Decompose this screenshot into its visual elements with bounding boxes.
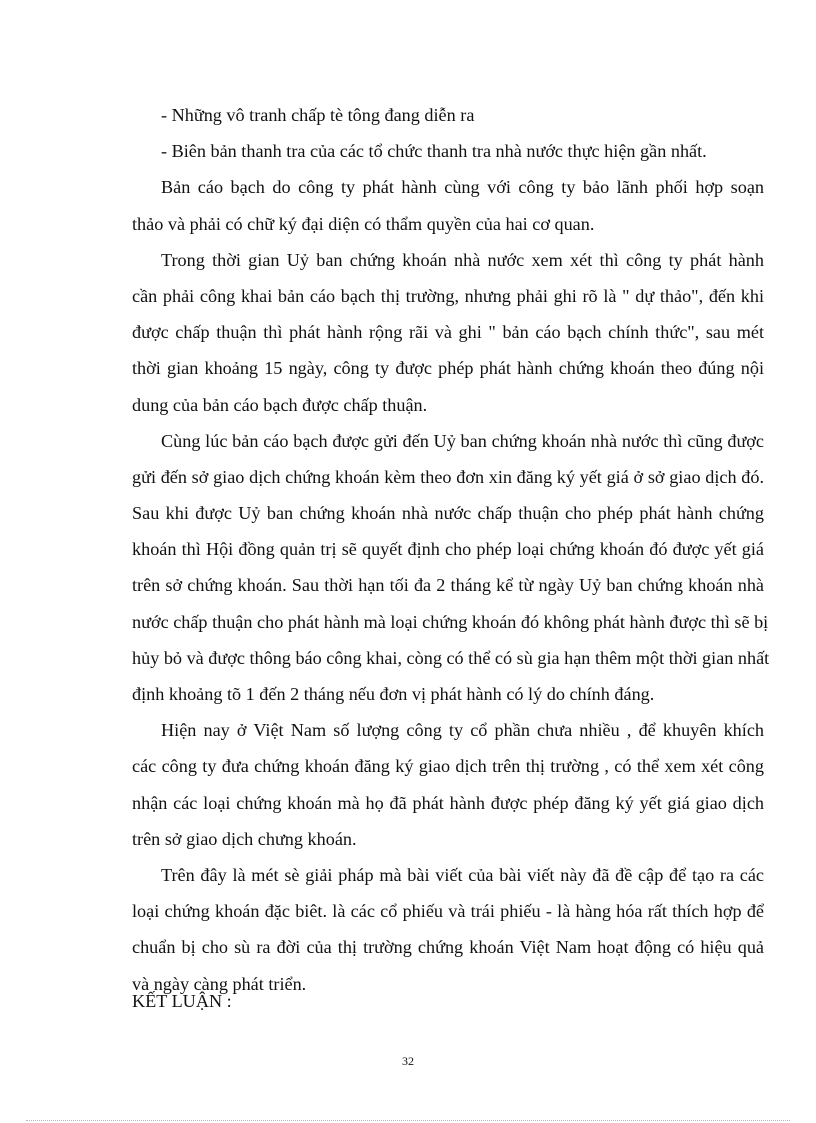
text-line-24: chuẩn bị cho sù ra đời của thị trường chứng khoán Việt Nam hoạt động có hiệu quả bbox=[132, 937, 764, 958]
text-line-8: thời gian khoảng 15 ngày, công ty được phép phát hành chứng khoán theo đúng nội bbox=[132, 358, 764, 379]
body-text bbox=[132, 97, 770, 1002]
text-line-15: nước chấp thuận cho phát hành mà loại chứng khoán đó không phát hành được thì sẽ bị bbox=[132, 611, 769, 632]
text-line-3: Bản cáo bạch do công ty phát hành cùng với công ty bảo lãnh phối hợp soạn bbox=[161, 177, 764, 198]
text-line-5: Trong thời gian Uỷ ban chứng khoán nhà nước xem xét thì công ty phát hành bbox=[161, 249, 764, 270]
text-line-13: khoán thì Hội đồng quản trị sẽ quyết định cho phép loại chứng khoán đó được yết giá bbox=[132, 539, 764, 560]
text-line-4: thảo và phải có chữ ký đại diện có thẩm quyền của hai cơ quan. bbox=[132, 213, 595, 234]
section-heading: KẾT LUẬN : bbox=[132, 991, 232, 1011]
text-line-17: định khoảng tõ 1 đến 2 tháng nếu đơn vị phát hành có lý do chính đáng. bbox=[132, 684, 655, 704]
text-line-10: Cùng lúc bản cáo bạch được gửi đến Uỷ ban chứng khoán nhà nước thì cũng được bbox=[161, 430, 764, 451]
page-number: 32 bbox=[402, 1054, 414, 1068]
text-line-7: được chấp thuận thì phát hành rộng rãi và ghi " bản cáo bạch chính thức", sau mét bbox=[132, 322, 764, 343]
text-line-25: và ngày càng phát triển. bbox=[132, 973, 307, 994]
text-line-6: cần phải công khai bản cáo bạch thị trường, nhưng phải ghi rõ là " dự thảo", đến khi bbox=[132, 285, 764, 306]
text-line-22: Trên đây là mét sè giải pháp mà bài viết của bài viết này đã đề cập để tạo ra các bbox=[161, 864, 764, 885]
page-bottom-border bbox=[26, 1120, 790, 1121]
bullet-line-2: - Biên bản thanh tra của các tổ chức thanh tra nhà nước thực hiện gần nhất. bbox=[161, 141, 707, 162]
text-line-19: các công ty đưa chứng khoán đăng ký giao dịch trên thị trường , có thể xem xét công bbox=[132, 756, 764, 777]
text-line-9: dung của bản cáo bạch được chấp thuận. bbox=[132, 394, 428, 415]
text-line-18: Hiện nay ở Việt Nam số lượng công ty cổ phần chưa nhiều , để khuyên khích bbox=[161, 720, 764, 741]
text-line-12: Sau khi được Uỷ ban chứng khoán nhà nước chấp thuận cho phép phát hành chứng bbox=[132, 503, 764, 524]
text-line-20: nhận các loại chứng khoán mà họ đã phát hành được phép đăng ký yết giá giao dịch bbox=[132, 792, 764, 813]
bullet-line-1: - Những vô tranh chấp tè tông đang diễn ra bbox=[161, 105, 475, 125]
text-line-23: loại chứng khoán đặc biêt. là các cổ phiếu và trái phiếu - là hàng hóa rất thích hợp để bbox=[132, 901, 764, 922]
text-line-14: trên sở chứng khoán. Sau thời hạn tối đa 2 tháng kể từ ngày Uỷ ban chứng khoán nhà bbox=[132, 575, 764, 596]
text-line-21: trên sở giao dịch chưng khoán. bbox=[132, 828, 357, 849]
text-line-11: gửi đến sở giao dịch chứng khoán kèm theo đơn xin đăng ký yết giá ở sở giao dịch đó. bbox=[132, 466, 764, 487]
text-line-16: hủy bỏ và được thông báo công khai, còng có thể có sù gia hạn thêm một thời gian nhất bbox=[132, 647, 770, 668]
